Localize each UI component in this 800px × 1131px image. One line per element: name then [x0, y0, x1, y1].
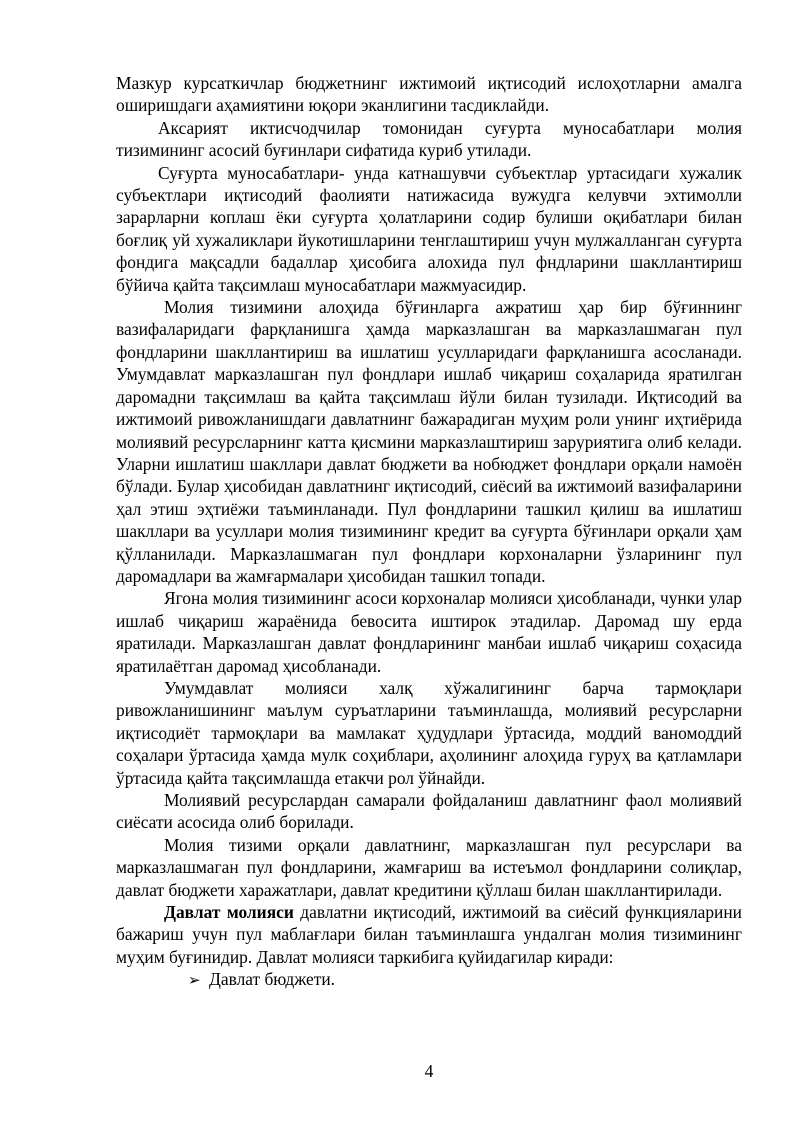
document-page — [116, 72, 742, 992]
paragraph-3: Суғурта муносабатлари- унда катнашувчи субъектлар уртасидаги хужалик субъектлари иқтисодий фаолияти натижасида вужудга келувчи эхтимолли зарарларни коплаш ёки суғурта ҳолатларини содир булиши оқибатлари билан боғлиқ уй хужаликлари йукотишларини тенглаштириш учун мулжалланган суғурта фондига мақсадли бадаллар ҳисобига алохида пул фндларини шакллантириш бўйича қайта тақсимлаш муносабатлари мажмуасидир. — [116, 162, 742, 295]
paragraph-5: Ягона молия тизимининг асоси корхоналар молияси ҳисобланади, чунки улар ишлаб чиқариш жараёнида бевосита иштирок этадилар. Даромад шу ерда яратилади. Марказлашган давлат фондларининг манбаи ишлаб чиқариш соҳасида яратилаётган даромад ҳисобланади. — [116, 588, 742, 676]
paragraph-9-text: давлатни иқтисодий, ижтимоий ва сиёсий функцияларини бажариш учун пул маблағлари билан таъминлашга ундалган молия тизимининг муҳим буғинидир. Давлат молияси таркибига қуйидагилар киради: — [116, 902, 742, 967]
arrowhead-bullet-icon: ➢ — [188, 971, 201, 990]
paragraph-8: Молия тизими орқали давлатнинг, марказлашган пул ресурслари ва марказлашмаган пул фондларини, жамғариш ва истеъмол фондларини солиқлар, давлат бюджети харажатлари, давлат кредитини қўллаш билан шакллантирилади. — [116, 834, 742, 900]
paragraph-4: Молия тизимини алоҳида бўғинларга ажратиш ҳар бир бўғиннинг вазифаларидаги фарқланишга ҳамда марказлашган ва марказлашмаган пул фондларини шакллантириш ва ишлатиш усулларидаги фарқланишга асосланади. Умумдавлат марказлашган пул фондлари ишлаб чиқариш соҳаларида яратилган даромадни тақсимлаш ва қайта тақсимлаш йўли билан тузилади. Иқтисодий ва ижтимоий ривожланишдаги давлатнинг бажарадиган муҳим роли унинг иҳтиёрида молиявий ресурсларнинг катта қисмини марказлаштириш заруриятига олиб келади. Уларни ишлатиш шакллари давлат бюджети ва нобюджет фондлари орқали намоён бўлади. Булар ҳисобидан давлатнинг иқтисодий, сиёсий ва ижтимоий вазифаларини ҳал этиш эҳтиёжи таъминланади. Пул фондларини ташкил қилиш ва ишлатиш шакллари ва усуллари молия тизимининг кредит ва суғурта бўғинлари орқали ҳам қўлланилади. Марказлашмаган пул фондлари корхоналарни ўзларининг пул даромадлари ва жамғармалари ҳисобидан ташкил топади. — [116, 297, 742, 586]
paragraph-9 — [116, 901, 742, 968]
paragraph-7: Молиявий ресурслардан самарали фойдаланиш давлатнинг фаол молиявий сиёсати асосида олиб борилади. — [116, 790, 742, 833]
page-number: 4 — [424, 1061, 434, 1081]
paragraph-2: Аксарият иктисчодчилар томонидан суғурта муносабатлари молия тизимининг асосий буғинлари сифатида куриб утилади. — [116, 117, 742, 161]
bold-term: Давлат молияси — [164, 902, 294, 923]
bullet-item — [116, 968, 742, 991]
paragraph-1: Мазкур курсаткичлар бюджетнинг ижтимоий иқтисодий ислоҳотларни амалга оширишдаги аҳамиятини юқори эканлигини тасдиклайди. — [116, 73, 742, 116]
paragraph-6: Умумдавлат молияси халқ хўжалигининг барча тармоқлари ривожланишининг маълум суръатларини таъминлашда, молиявий ресурсларни иқтисодиёт тармоқлари ва мамлакат ҳудудлари ўртасида, моддий ваномоддий соҳалари ўртасида ҳамда мулк соҳиблари, аҳолининг алоҳида гуруҳ ва қатламлари ўртасида қайта тақсимлашда етакчи рол ўйнайди. — [116, 677, 742, 788]
bullet-text: Давлат бюджети. — [209, 969, 336, 990]
